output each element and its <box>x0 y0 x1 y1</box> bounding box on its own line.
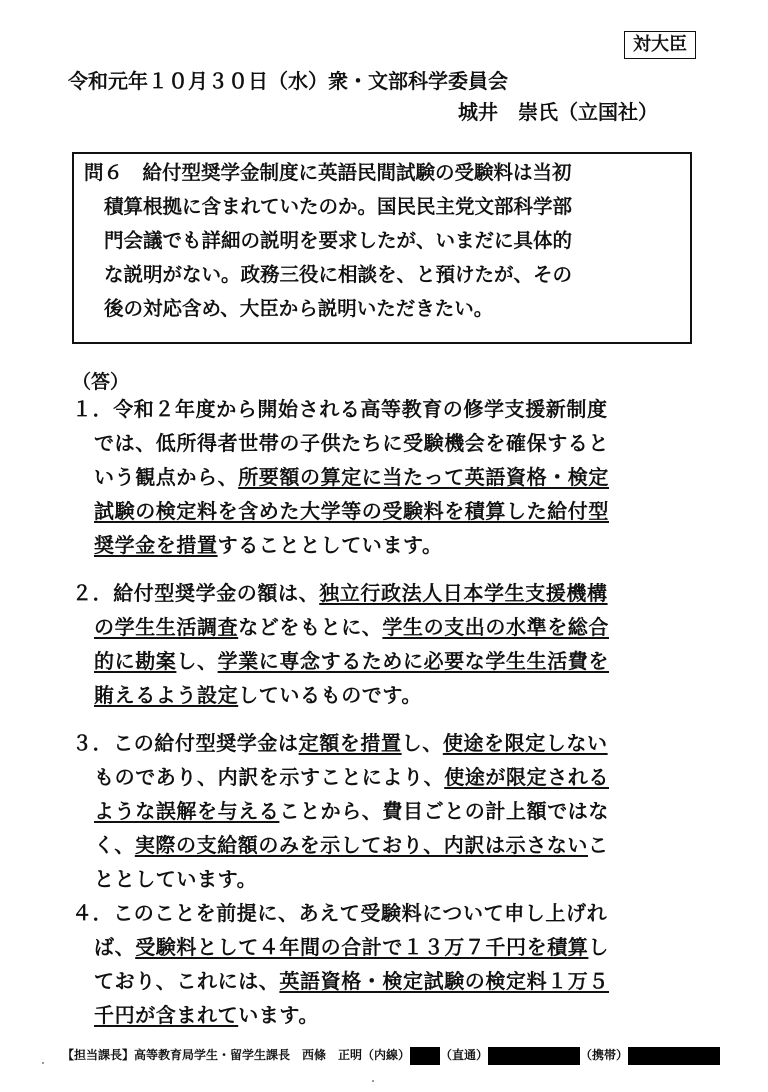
scan-speck <box>372 1080 374 1082</box>
answer-1-line: 奨学金を措置することとしています。 <box>94 533 443 557</box>
answer-3-line: ような誤解を与えることから、費目ごとの計上額ではな <box>94 799 610 823</box>
underlined-phrase: 学業に専念するために必要な学生生活費を <box>217 649 610 673</box>
question-line: 門会議でも詳細の説明を要求したが、いまだに具体的 <box>104 229 573 252</box>
questioner-name: 城井 崇氏（立国社） <box>458 100 658 124</box>
underlined-phrase: の学生生活調査 <box>94 615 239 639</box>
meeting-header: 令和元年１０月３０日（水）衆・文部科学委員会 <box>68 69 508 93</box>
underlined-phrase: 所要額の算定に当たって英語資格・検定 <box>238 465 610 489</box>
answer-3-line: ３．この給付型奨学金は定額を措置し、使途を限定しない <box>72 731 608 755</box>
answer-2-line: の学生生活調査などをもとに、学生の支出の水準を総合 <box>94 615 610 639</box>
underlined-phrase: 英語資格・検定試験の検定料１万５ <box>279 969 610 993</box>
underlined-phrase: 学生の支出の水準を総合 <box>382 615 610 639</box>
redaction-block <box>410 1047 440 1065</box>
answer-3-line: く、実際の支給額のみを示しており、内訳は示さないこ <box>94 833 609 857</box>
contact-label: 【担当課長】高等教育局学生・留学生課長 西條 正明 <box>62 1048 363 1062</box>
answer-label: （答） <box>72 371 130 393</box>
answer-1-line <box>94 498 609 524</box>
underlined-phrase: 実際の支給額のみを示しており、内訳は示さない <box>134 833 589 857</box>
underlined-phrase: 奨学金を措置 <box>94 533 218 557</box>
underlined-phrase: ような誤解を与える <box>94 799 280 823</box>
scan-speck <box>42 1062 44 1064</box>
answer-3-line: ととしています。 <box>94 867 258 891</box>
answer-4-line: 千円が含まれています。 <box>94 1003 320 1027</box>
answer-4-line: ば、受験料として４年間の合計で１３万７千円を積算し <box>94 935 610 959</box>
answer-4-line: ており、これには、英語資格・検定試験の検定料１万５ <box>94 969 610 993</box>
redaction-block <box>488 1047 580 1065</box>
underlined-phrase: 受験料として４年間の合計で１３万７千円を積算 <box>135 935 589 959</box>
answer-3-line: ものであり、内訳を示すことにより、使途が限定される <box>94 765 610 789</box>
redaction-block <box>628 1047 720 1065</box>
answer-1-line: では、低所得者世帯の子供たちに受験機会を確保すると <box>94 431 609 455</box>
answer-2-line: 賄えるよう設定しているものです。 <box>94 683 423 707</box>
answer-4-line: ４．このことを前提に、あえて受験料について申し上げれ <box>72 901 608 925</box>
underlined-phrase: 定額を措置 <box>298 731 402 755</box>
question-line: 積算根拠に含まれていたのか。国民民主党文部科学部 <box>104 195 573 218</box>
underlined-phrase: 独立行政法人日本学生支援機構 <box>319 581 608 605</box>
audience-tag: 対大臣 <box>624 31 696 59</box>
underlined-phrase: 試験の検定料を含めた大学等の受験料を積算した給付型 <box>94 499 609 523</box>
underlined-phrase: 使途が限定される <box>444 765 610 789</box>
underlined-phrase: 的に勘案 <box>94 649 177 673</box>
question-line: な説明がない。政務三役に相談を、と預けたが、その <box>104 263 573 286</box>
answer-2-line: ２．給付型奨学金の額は、独立行政法人日本学生支援機構 <box>72 581 608 605</box>
underlined-phrase: 使途を限定しない <box>442 731 608 755</box>
contact-footer: 【担当課長】高等教育局学生・留学生課長 西條 正明（内線） （直通） （携帯） <box>62 1046 720 1065</box>
question-line: 問６ 給付型奨学金制度に英語民間試験の受験料は当初 <box>84 161 572 184</box>
answer-2-line: 的に勘案し、学業に専念するために必要な学生生活費を <box>94 649 610 673</box>
answer-1-line: １．令和２年度から開始される高等教育の修学支援新制度 <box>72 397 608 421</box>
question-line: 後の対応含め、大臣から説明いただきたい。 <box>104 297 494 320</box>
underlined-phrase: 賄えるよう設定 <box>94 683 239 707</box>
underlined-phrase: 千円が含まれて <box>94 1003 239 1027</box>
answer-1-line: いう観点から、所要額の算定に当たって英語資格・検定 <box>94 465 610 489</box>
